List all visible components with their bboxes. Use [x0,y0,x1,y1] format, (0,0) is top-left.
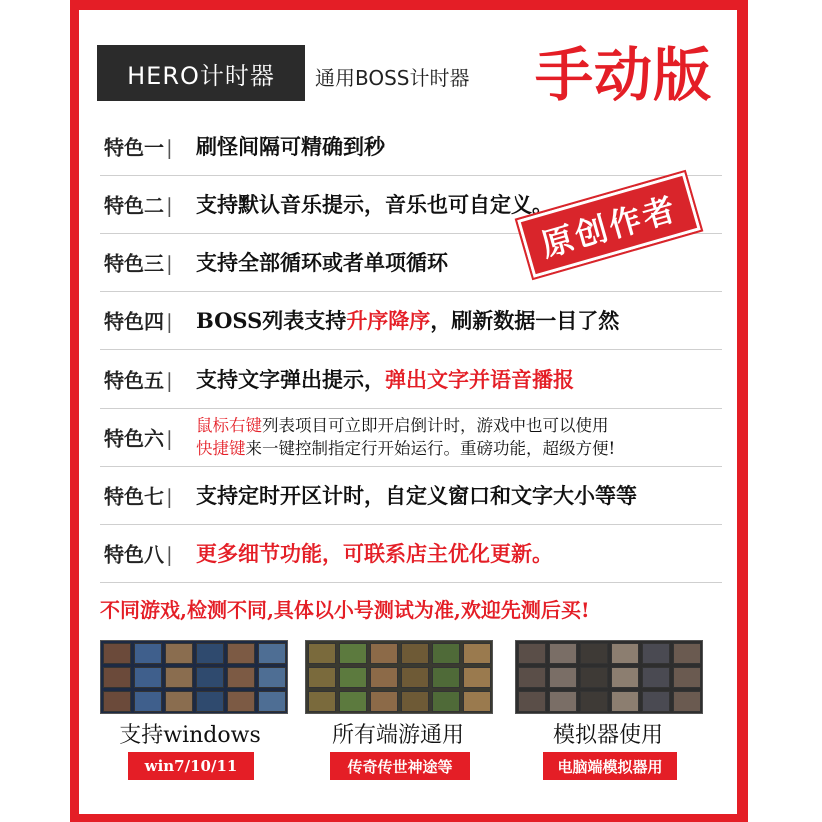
thumbnail-tile [258,667,286,688]
feature-label [104,190,173,219]
thumbnail-tile [196,643,224,664]
feature-label-text: 特色八 [104,542,164,567]
thumbnail-tile [308,691,336,712]
feature-label [104,481,173,510]
thumbnail-tile [611,691,639,712]
feature-highlight: 弹出文字并语音播报 [385,367,574,392]
feature-label-text: 特色四 [104,309,164,334]
thumbnail-tile [432,691,460,712]
thumbnail-tile [463,643,491,664]
thumbnail-tile [258,643,286,664]
feature-label [104,306,173,335]
thumbnail-tile [642,643,670,664]
feature-description [196,538,553,568]
thumbnail-tile [549,667,577,688]
feature-description [196,247,448,277]
feature-separator: | [166,542,173,567]
feature-label-text: 特色三 [104,251,164,276]
platform-tag-pc-games: 传奇传世神途等 [330,752,470,780]
feature-description [196,364,574,394]
thumbnail-tile [196,691,224,712]
feature-separator: | [166,368,173,393]
thumbnail-tile [401,667,429,688]
thumbnail-tile [370,643,398,664]
feature-row [100,117,722,176]
thumbnail-tile [642,691,670,712]
thumbnail-tile [134,667,162,688]
feature-row [100,291,722,350]
feature-line [196,437,615,460]
thumbnail-tile [227,643,255,664]
thumbnail-tile [673,691,701,712]
thumbnail-tile [227,667,255,688]
feature-row [100,408,722,467]
feature-separator: | [166,135,173,160]
thumbnail-tile [673,667,701,688]
feature-text: 列表项目可立即开启倒计时，游戏中也可以使用 [262,416,609,435]
feature-label [104,248,173,277]
feature-separator: | [166,193,173,218]
thumbnail-tile [165,643,193,664]
feature-separator: | [166,309,173,334]
feature-separator: | [166,251,173,276]
thumbnail-tile [370,691,398,712]
thumbnail-tile [227,691,255,712]
thumbnail-tile [401,643,429,664]
platform-caption-windows: 支持windows [119,723,261,748]
feature-separator: | [166,484,173,509]
thumbnail-tile [339,691,367,712]
thumbnail-tile [518,667,546,688]
feature-label-text: 特色五 [104,368,164,393]
feature-description [196,414,615,460]
thumbnail-tile [580,691,608,712]
pc-game-screenshot-thumbnail [305,640,493,714]
feature-label-text: 特色一 [104,135,164,160]
feature-text: 支持默认音乐提示，音乐也可自定义。 [196,192,553,217]
feature-label [104,539,173,568]
emulator-screenshot-thumbnail [515,640,703,714]
thumbnail-tile [308,667,336,688]
thumbnail-tile [432,643,460,664]
thumbnail-tile [339,643,367,664]
windows-screenshot-thumbnail [100,640,288,714]
thumbnail-tile [401,691,429,712]
feature-description [196,189,553,219]
feature-highlight: 升序降序 [346,308,431,333]
feature-row [100,524,722,583]
thumbnail-tile [196,667,224,688]
thumbnail-tile [165,667,193,688]
platform-caption-emulator: 模拟器使用 [552,723,663,748]
feature-label-text: 特色七 [104,484,164,509]
platform-tag-emulator: 电脑端模拟器用 [543,752,677,780]
feature-label [104,132,173,161]
feature-description [196,480,637,510]
platform-tag-windows: win7/10/11 [128,752,254,780]
thumbnail-tile [463,691,491,712]
feature-separator: | [166,426,173,451]
thumbnail-tile [518,691,546,712]
product-logo: HERO计时器 [97,45,305,101]
feature-line [196,414,615,437]
thumbnail-tile [580,667,608,688]
edition-title: 手动版 [535,41,713,109]
feature-text: 支持全部循环或者单项循环 [196,250,448,275]
feature-highlight: 更多细节功能，可联系店主优化更新。 [196,541,553,566]
feature-row [100,466,722,525]
thumbnail-tile [258,691,286,712]
feature-highlight: 鼠标右键 [196,416,262,435]
feature-label-text: 特色二 [104,193,164,218]
thumbnail-tile [103,667,131,688]
feature-text: 支持定时开区计时，自定义窗口和文字大小等等 [196,483,637,508]
feature-label [104,423,173,452]
feature-text: BOSS列表支持 [196,308,347,333]
feature-description [196,305,619,335]
feature-text: 支持文字弹出提示， [196,367,385,392]
thumbnail-tile [611,643,639,664]
notice-text: 不同游戏,检测不同,具体以小号测试为准,欢迎先测后买! [100,598,590,622]
thumbnail-tile [432,667,460,688]
thumbnail-tile [165,691,193,712]
thumbnail-tile [580,643,608,664]
thumbnail-tile [549,643,577,664]
feature-label-text: 特色六 [104,426,164,451]
thumbnail-tile [134,643,162,664]
thumbnail-tile [339,667,367,688]
feature-text: ，刷新数据一目了然 [430,308,620,333]
feature-label [104,365,173,394]
thumbnail-tile [673,643,701,664]
thumbnail-tile [549,691,577,712]
original-author-stamp: 原创作者 [517,172,701,278]
thumbnail-tile [642,667,670,688]
feature-description [196,131,385,161]
thumbnail-tile [611,667,639,688]
feature-highlight: 快捷键 [196,439,246,458]
thumbnail-tile [518,643,546,664]
thumbnail-tile [103,691,131,712]
platform-caption-pc-games: 所有端游通用 [331,723,464,748]
feature-text: 来一键控制指定行开始运行。重磅功能，超级方便! [245,439,616,458]
thumbnail-tile [463,667,491,688]
feature-text: 刷怪间隔可精确到秒 [196,134,385,159]
thumbnail-tile [370,667,398,688]
product-subtitle: 通用BOSS计时器 [315,66,470,90]
thumbnail-tile [308,643,336,664]
feature-row [100,350,722,409]
thumbnail-tile [103,643,131,664]
thumbnail-tile [134,691,162,712]
